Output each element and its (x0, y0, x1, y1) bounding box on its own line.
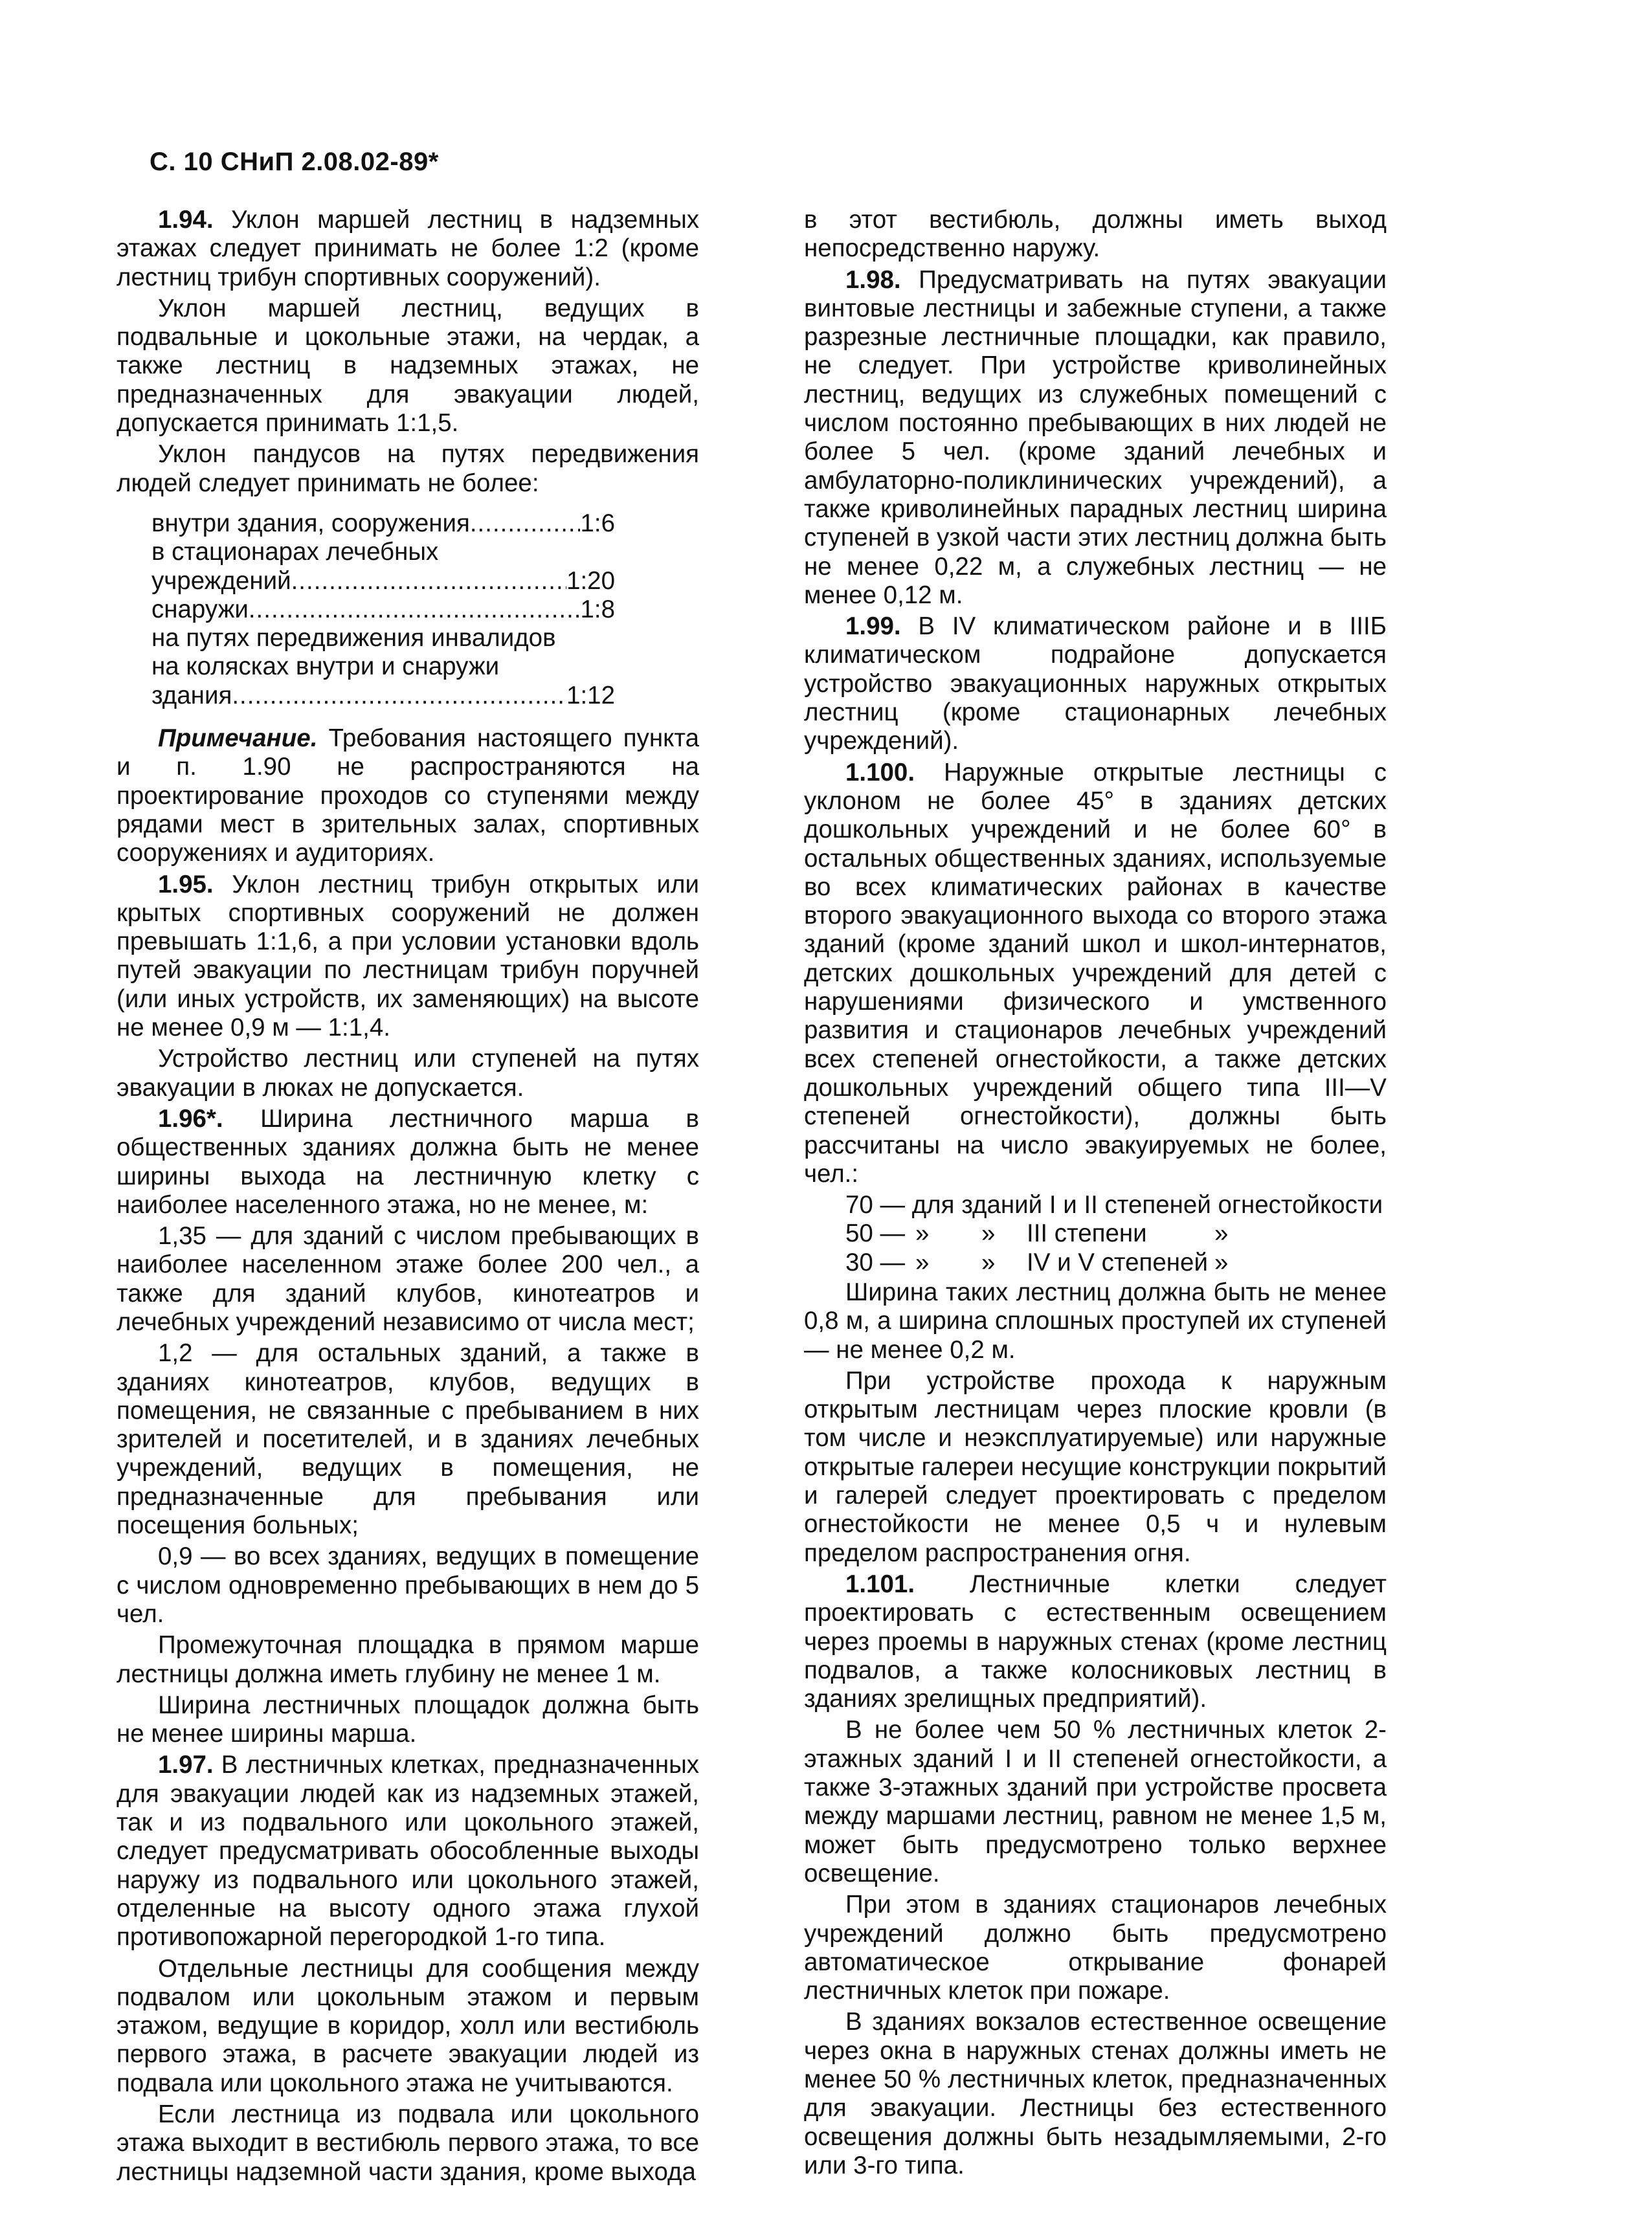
clause-number: 1.101. (845, 1570, 915, 1598)
paragraph: Уклон пандусов на путях передвижения людей следует принимать не более: (117, 440, 699, 497)
note-text: Требования настоящего пункта и п. 1.90 не распространяются на проектирование проходов со ступенями между рядами мест в зрительных залах, спортивных сооружениях и аудиториях. (117, 724, 699, 867)
paragraph: Если лестница из подвала или цокольного этажа выходит в вестибюль первого этажа, то все лестницы надземной части здания, кроме выхода (117, 2100, 699, 2186)
evacuation-capacity-table (845, 1191, 1387, 1277)
clause-number: 1.100. (845, 758, 915, 786)
table-row: 30 — » » IV и V степеней » (845, 1248, 1229, 1276)
clause-number: 1.96*. (158, 1104, 223, 1133)
clause-text: Наружные открытые лестницы с уклоном не более 45° в зданиях детских дошкольных учреждений и не более 60° в остальных общественных зданиях, используемые во всех климатических районах в качестве второго эвакуационного выхода со второго этажа зданий (кроме зданий школ и школ-интернатов, детских дошкольных учреждений для детей с нарушениями физического и умственного развития и стационаров лечебных учреждений всех степеней огнестойкости, а также детских дошкольных учреждений общего типа III—V степеней огнестойкости), должны быть рассчитаны на число эвакуируемых не более, чел.: (804, 758, 1387, 1188)
clause-1-101 (804, 1570, 1387, 1713)
clause-text: Ширина лестничного марша в общественных зданиях должна быть не менее ширины выхода на лестничную клетку с наиболее населенного этажа, но не менее, м: (117, 1104, 699, 1219)
clause-number: 1.97. (158, 1751, 214, 1779)
paragraph: В не более чем 50 % лестничных клеток 2-этажных зданий I и II степеней огнестойкости, а также 3-этажных зданий при устройстве просвета между маршами лестниц, равном не менее 1,5 м, может быть предусмотрено только верхнее освещение. (804, 1716, 1387, 1887)
list-item: на путях передвижения инвалидов (151, 624, 556, 652)
clause-text: Предусматривать на путях эвакуации винтовые лестницы и забежные ступени, а также разрезные лестничные площадки, как правило, не следует. При устройстве криволинейных лестниц, ведущих из служебных помещений с числом постоянно пребывающих в них людей не более 5 чел. (кроме зданий лечебных и амбулаторно-поликлинических учреждений), а также криволинейных парадных лестниц ширина ступеней в узкой части этих лестниц должна быть не менее 0,22 м, а служебных лестниц — не менее 0,12 м. (804, 265, 1387, 609)
clause-1-95 (117, 871, 699, 1043)
list-item: в стационарах лечебных (151, 538, 439, 566)
clause-1-97 (117, 1751, 699, 1952)
paragraph: 1,35 — для зданий с числом пребывающих в наиболее населенном этаже более 200 чел., а также для зданий клубов, кинотеатров и лечебных учреждений независимо от числа мест; (117, 1222, 699, 1336)
list-item: здания ..... 1:12 (151, 682, 699, 710)
clause-1-96 (117, 1105, 699, 1219)
clause-text: Лестничные клетки следует проектировать с естественным освещением через проемы в наружных стенах (кроме лестниц подвалов, а также колосниковых лестниц в зданиях зрелищных предприятий). (804, 1570, 1387, 1713)
left-column (117, 206, 699, 2189)
paragraph: Устройство лестниц или ступеней на путях эвакуации в люках не допускается. (117, 1045, 699, 1102)
page-header: С. 10 СНиП 2.08.02-89* (150, 148, 439, 176)
paragraph: Промежуточная площадка в прямом марше лестницы должна иметь глубину не менее 1 м. (117, 1631, 699, 1688)
clause-text: В IV климатическом районе и в IIIБ климатическом подрайоне допускается устройство эвакуационных наружных открытых лестниц (кроме стационарных лечебных учреждений). (804, 612, 1387, 755)
clause-text: Уклон лестниц трибун открытых или крытых спортивных сооружений не должен превышать 1:1,6, а при условии установки вдоль путей эвакуации по лестницам трибун поручней (или иных устройств, их заменяющих) на высоте не менее 0,9 м — 1:1,4. (117, 870, 699, 1042)
note (117, 724, 699, 867)
clause-number: 1.99. (845, 612, 901, 641)
list-item: на колясках внутри и снаружи (151, 652, 500, 681)
paragraph: Ширина лестничных площадок должна быть не менее ширины марша. (117, 1691, 699, 1748)
clause-number: 1.94. (158, 206, 214, 234)
paragraph: В зданиях вокзалов естественное освещение через окна в наружных стенах должны иметь не менее 50 % лестничных клеток, предназначенных для эвакуации. Лестницы без естественного освещения должны быть незадымляемыми, 2-го или 3-го типа. (804, 2008, 1387, 2179)
clause-number: 1.95. (158, 870, 214, 898)
note-title: Примечание. (158, 724, 318, 753)
list-item: учреждений ..... 1:20 (151, 567, 699, 595)
paragraph: 1,2 — для остальных зданий, а также в зданиях кинотеатров, клубов, ведущих в помещения, не связанные с пребыванием в них зрителей и посетителей, и в зданиях лечебных учреждений, ведущих в помещения, не предназначенные для пребывания или посещения больных; (117, 1339, 699, 1540)
clause-1-100 (804, 759, 1387, 1188)
right-column (804, 206, 1387, 2183)
paragraph: При устройстве прохода к наружным открытым лестницам через плоские кровли (в том числе и неэксплуатируемые) или наружные открытые галереи несущие конструкции покрытий и галерей следует проектировать с пределом огнестойкости не менее 0,5 ч и нулевым пределом распространения огня. (804, 1366, 1387, 1567)
paragraph: Отдельные лестницы для сообщения между подвалом или цокольным этажом и первым этажом, ведущие в коридор, холл или вестибюль первого этажа, в расчете эвакуации людей из подвала или цокольного этажа не учитываются. (117, 1954, 699, 2097)
paragraph: Уклон маршей лестниц, ведущих в подвальные и цокольные этажи, на чердак, а также лестниц в надземных этажах, не предназначенных для эвакуации людей, допускается принимать 1:1,5. (117, 294, 699, 438)
clause-number: 1.98. (845, 265, 901, 294)
list-item: снаружи ..... 1:8 (151, 595, 699, 624)
paragraph: в этот вестибюль, должны иметь выход непосредственно наружу. (804, 206, 1387, 263)
clause-1-98 (804, 266, 1387, 610)
clause-1-99 (804, 612, 1387, 755)
clause-text: Уклон маршей лестниц в надземных этажах следует принимать не более 1:2 (кроме лестниц трибун спортивных сооружений). (117, 206, 699, 291)
table-row: 50 — » » III степени » (845, 1219, 1229, 1248)
clause-text: В лестничных клетках, предназначенных для эвакуации людей как из надземных этажей, так и из подвального или цокольного этажей, следует предусматривать обособленные выходы наружу из подвального или цокольного этажей, отделенные на высоту одного этажа глухой противопожарной перегородкой 1-го типа. (117, 1751, 699, 1952)
ramp-slope-list (151, 509, 699, 710)
clause-1-94 (117, 206, 699, 292)
list-item: внутри здания, сооружения ..... 1:6 (151, 509, 699, 538)
table-row: 70 — для зданий I и II степеней огнестойкости (845, 1191, 1383, 1219)
paragraph: Ширина таких лестниц должна быть не менее 0,8 м, а ширина сплошных проступей их ступеней — не менее 0,2 м. (804, 1278, 1387, 1364)
paragraph: 0,9 — во всех зданиях, ведущих в помещение с числом одновременно пребывающих в нем до 5 чел. (117, 1542, 699, 1628)
paragraph: При этом в зданиях стационаров лечебных учреждений должно быть предусмотрено автоматическое открывание фонарей лестничных клеток при пожаре. (804, 1891, 1387, 2005)
